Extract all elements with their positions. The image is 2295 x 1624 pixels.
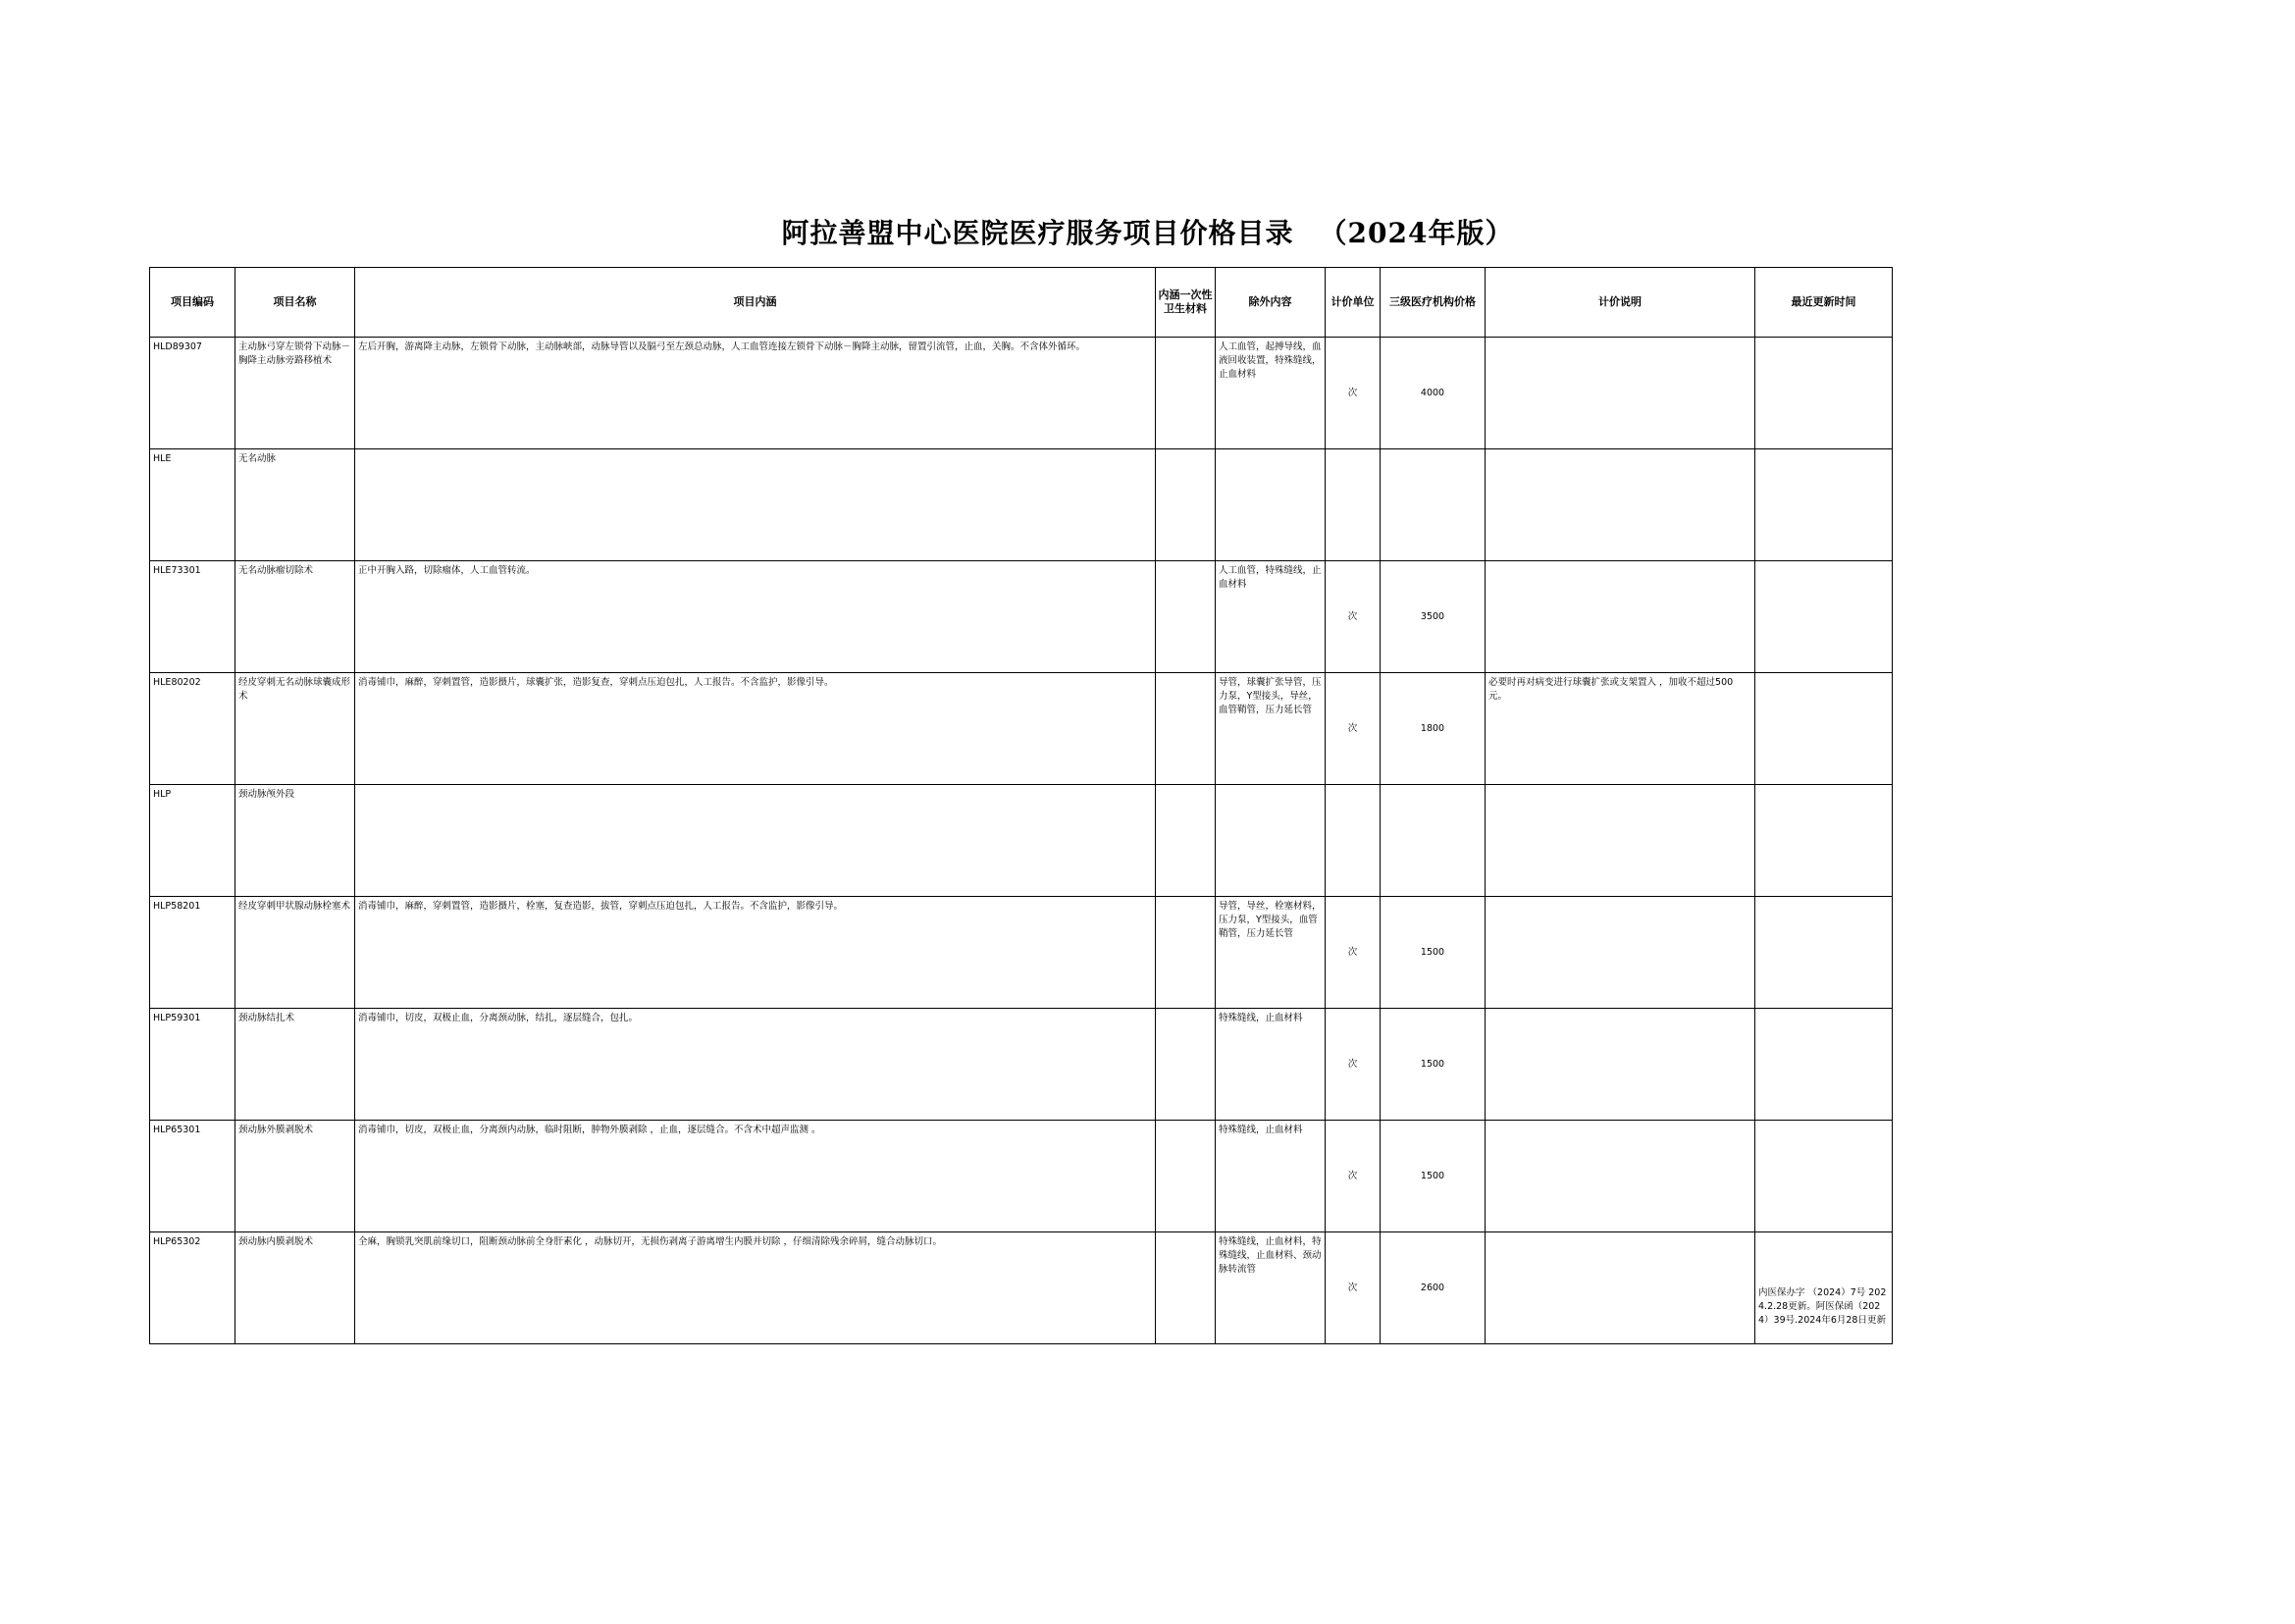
cell-unit-text: 次 xyxy=(1347,722,1358,734)
cell-unit xyxy=(1326,449,1381,561)
document-title-text: 阿拉善盟中心医院医疗服务项目价格目录 xyxy=(781,217,1294,249)
cell-price xyxy=(1381,449,1486,561)
cell-unit-text: 次 xyxy=(1347,1170,1358,1181)
cell-exclusions xyxy=(1216,449,1326,561)
cell-updated xyxy=(1755,1232,1893,1344)
cell-code xyxy=(150,1121,235,1232)
cell-code-text: HLP xyxy=(153,789,172,800)
cell-unit xyxy=(1326,561,1381,673)
cell-exclusions-text: 特殊缝线，止血材料 xyxy=(1219,1013,1303,1023)
header-content: 项目内涵 xyxy=(355,268,1156,338)
cell-exclusions-text xyxy=(1216,449,1325,452)
cell-code xyxy=(150,449,235,561)
cell-updated-text: 内医保办字 （2024）7号 2024.2.28更新。阿医保函（2024）39号.2024年6月28日更新 xyxy=(1758,1286,1887,1326)
cell-updated-text xyxy=(1755,1046,1892,1083)
cell-unit xyxy=(1326,897,1381,1009)
header-note: 计价说明 xyxy=(1486,268,1755,338)
cell-consumables xyxy=(1156,1009,1216,1121)
header-updated: 最近更新时间 xyxy=(1755,268,1893,338)
cell-updated-text xyxy=(1755,599,1892,636)
cell-consumables xyxy=(1156,673,1216,785)
cell-exclusions-text: 导管，导丝，栓塞材料，压力泵，Y型接头，血管鞘管，压力延长管 xyxy=(1219,901,1322,939)
cell-note xyxy=(1486,1009,1755,1121)
cell-content-text: 全麻，胸锁乳突肌前缘切口，阻断颈动脉前全身肝素化 ，动脉切开，无损伤剥离子游离增生内膜并切除 ，仔细清除残余碎屑，缝合动脉切口。 xyxy=(358,1236,943,1247)
cell-price-text: 2600 xyxy=(1420,1282,1445,1293)
table-row xyxy=(150,1009,1893,1121)
cell-note-text xyxy=(1486,449,1754,452)
cell-note xyxy=(1486,338,1755,449)
cell-consumables-text xyxy=(1156,1009,1215,1012)
cell-price xyxy=(1381,1009,1486,1121)
cell-code-text: HLE xyxy=(153,453,172,464)
cell-updated-text xyxy=(1755,487,1892,524)
cell-unit xyxy=(1326,1232,1381,1344)
cell-updated xyxy=(1755,338,1893,449)
cell-updated-text xyxy=(1755,375,1892,412)
cell-content xyxy=(355,673,1156,785)
cell-exclusions-text: 人工血管，特殊缝线，止血材料 xyxy=(1219,565,1322,590)
cell-price-text: 1500 xyxy=(1420,946,1445,958)
cell-updated xyxy=(1755,1121,1893,1232)
cell-consumables xyxy=(1156,449,1216,561)
cell-updated-text xyxy=(1755,1158,1892,1195)
cell-price xyxy=(1381,338,1486,449)
cell-price-text: 4000 xyxy=(1420,387,1445,398)
cell-unit xyxy=(1326,1121,1381,1232)
cell-code xyxy=(150,897,235,1009)
cell-name-text: 经皮穿刺无名动脉球囊成形术 xyxy=(238,677,351,702)
cell-consumables xyxy=(1156,338,1216,449)
cell-code-text: HLP59301 xyxy=(153,1013,201,1023)
cell-content xyxy=(355,1009,1156,1121)
cell-consumables xyxy=(1156,1121,1216,1232)
cell-name-text: 经皮穿刺甲状腺动脉栓塞术 xyxy=(238,901,351,912)
cell-unit-text: 次 xyxy=(1347,946,1358,958)
cell-exclusions xyxy=(1216,673,1326,785)
table-row xyxy=(150,1232,1893,1344)
cell-unit-text: 次 xyxy=(1347,1058,1358,1070)
cell-content-text: 正中开胸入路，切除瘤体，人工血管转流。 xyxy=(358,565,536,576)
cell-price xyxy=(1381,897,1486,1009)
cell-exclusions xyxy=(1216,1009,1326,1121)
cell-consumables-text xyxy=(1156,673,1215,676)
cell-content-text xyxy=(355,785,1155,788)
cell-consumables-text xyxy=(1156,1121,1215,1124)
cell-content xyxy=(355,561,1156,673)
table-header-row xyxy=(150,268,1893,338)
cell-note xyxy=(1486,785,1755,897)
cell-code-text: HLP65302 xyxy=(153,1236,201,1247)
cell-price xyxy=(1381,1121,1486,1232)
cell-updated-text xyxy=(1755,934,1892,971)
cell-content xyxy=(355,785,1156,897)
cell-code-text: HLP58201 xyxy=(153,901,201,912)
cell-note-text xyxy=(1486,1009,1754,1012)
cell-note-text: 必要时再对病变进行球囊扩张或支架置入 ，加收不超过500元。 xyxy=(1488,677,1734,702)
cell-consumables-text xyxy=(1156,897,1215,900)
cell-name xyxy=(235,1121,355,1232)
cell-name xyxy=(235,673,355,785)
cell-name xyxy=(235,1009,355,1121)
cell-price-text: 1500 xyxy=(1420,1058,1445,1070)
cell-unit xyxy=(1326,338,1381,449)
cell-code xyxy=(150,338,235,449)
cell-name-text: 无名动脉 xyxy=(238,453,277,464)
cell-code xyxy=(150,673,235,785)
cell-note xyxy=(1486,1232,1755,1344)
cell-code xyxy=(150,785,235,897)
cell-exclusions xyxy=(1216,561,1326,673)
cell-price-text: 1800 xyxy=(1420,722,1445,734)
cell-note-text xyxy=(1486,561,1754,564)
cell-consumables xyxy=(1156,1232,1216,1344)
header-exclusions: 除外内容 xyxy=(1216,268,1326,338)
document-edition: （2024年版） xyxy=(1319,217,1514,249)
table-row xyxy=(150,561,1893,673)
cell-updated-text xyxy=(1755,822,1892,860)
cell-updated xyxy=(1755,673,1893,785)
cell-content xyxy=(355,449,1156,561)
price-table xyxy=(149,267,1893,1344)
cell-content-text: 左后开胸，游离降主动脉，左锁骨下动脉，主动脉峡部，动脉导管以及膈弓至左颈总动脉，人工血管连接左锁骨下动脉－胸降主动脉，留置引流管，止血，关胸。不含体外循环。 xyxy=(358,341,1086,352)
cell-content-text: 消毒铺巾，麻醉，穿刺置管，造影摄片，栓塞，复查造影，拔管，穿刺点压迫包扎，人工报告。不含监护，影像引导。 xyxy=(358,901,844,912)
cell-code-text: HLD89307 xyxy=(153,341,202,352)
cell-content-text: 消毒铺巾，麻醉，穿刺置管，造影摄片，球囊扩张，造影复查，穿刺点压迫包扎，人工报告。不含监护，影像引导。 xyxy=(358,677,834,688)
header-name: 项目名称 xyxy=(235,268,355,338)
cell-name xyxy=(235,449,355,561)
cell-consumables xyxy=(1156,897,1216,1009)
cell-code-text: HLP65301 xyxy=(153,1125,201,1135)
cell-content xyxy=(355,1121,1156,1232)
cell-consumables-text xyxy=(1156,449,1215,452)
cell-updated-text xyxy=(1755,710,1892,748)
cell-unit xyxy=(1326,1009,1381,1121)
cell-note-text xyxy=(1486,1121,1754,1124)
cell-note-text xyxy=(1486,785,1754,788)
cell-content xyxy=(355,338,1156,449)
cell-content xyxy=(355,897,1156,1009)
header-code: 项目编码 xyxy=(150,268,235,338)
cell-note xyxy=(1486,673,1755,785)
document-title xyxy=(0,212,2295,251)
cell-name-text: 无名动脉瘤切除术 xyxy=(238,565,314,576)
cell-name-text: 颈动脉内膜剥脱术 xyxy=(238,1236,314,1247)
cell-exclusions-text: 特殊缝线，止血材料 xyxy=(1219,1125,1303,1135)
cell-name xyxy=(235,338,355,449)
cell-price xyxy=(1381,785,1486,897)
cell-exclusions-text: 人工血管，起搏导线，血液回收装置，特殊缝线，止血材料 xyxy=(1219,341,1322,380)
cell-updated xyxy=(1755,1009,1893,1121)
cell-name xyxy=(235,561,355,673)
cell-consumables-text xyxy=(1156,338,1215,341)
cell-content-text: 消毒铺巾，切皮，双极止血，分离颈动脉，结扎，逐层缝合，包扎。 xyxy=(358,1013,639,1023)
cell-note-text xyxy=(1486,897,1754,900)
table-row xyxy=(150,1121,1893,1232)
cell-name xyxy=(235,785,355,897)
cell-note xyxy=(1486,449,1755,561)
cell-exclusions xyxy=(1216,897,1326,1009)
cell-name-text: 主动脉弓穿左锁骨下动脉－胸降主动脉旁路移植术 xyxy=(238,341,351,366)
cell-price xyxy=(1381,561,1486,673)
cell-name-text: 颈动脉结扎术 xyxy=(238,1013,295,1023)
cell-exclusions xyxy=(1216,1121,1326,1232)
cell-name-text: 颈动脉外膜剥脱术 xyxy=(238,1125,314,1135)
cell-consumables xyxy=(1156,561,1216,673)
cell-code-text: HLE73301 xyxy=(153,565,201,576)
cell-name-text: 颈动脉颅外段 xyxy=(238,789,295,800)
table-row xyxy=(150,449,1893,561)
cell-code-text: HLE80202 xyxy=(153,677,201,688)
cell-content xyxy=(355,1232,1156,1344)
cell-note-text xyxy=(1486,1232,1754,1235)
cell-name xyxy=(235,897,355,1009)
cell-code xyxy=(150,1232,235,1344)
cell-updated xyxy=(1755,785,1893,897)
table-row xyxy=(150,897,1893,1009)
cell-unit-text: 次 xyxy=(1347,1282,1358,1293)
cell-price xyxy=(1381,673,1486,785)
cell-price-text: 1500 xyxy=(1420,1170,1445,1181)
cell-note xyxy=(1486,1121,1755,1232)
cell-unit-text: 次 xyxy=(1347,387,1358,398)
table-row xyxy=(150,673,1893,785)
cell-exclusions xyxy=(1216,1232,1326,1344)
header-unit: 计价单位 xyxy=(1326,268,1381,338)
header-consumables: 内涵一次性卫生材料 xyxy=(1156,268,1216,338)
table-row xyxy=(150,338,1893,449)
cell-updated xyxy=(1755,449,1893,561)
table-row xyxy=(150,785,1893,897)
cell-content-text: 消毒铺巾，切皮，双极止血，分离颈内动脉，临时阻断，肿物外膜剥除 ，止血，逐层缝合。不含术中超声监测 。 xyxy=(358,1125,821,1135)
header-price: 三级医疗机构价格 xyxy=(1381,268,1486,338)
cell-consumables xyxy=(1156,785,1216,897)
cell-exclusions-text: 特殊缝线，止血材料，特殊缝线，止血材料、颈动脉转流管 xyxy=(1219,1236,1322,1275)
cell-name xyxy=(235,1232,355,1344)
cell-exclusions xyxy=(1216,338,1326,449)
cell-note-text xyxy=(1486,338,1754,341)
cell-updated xyxy=(1755,561,1893,673)
cell-unit xyxy=(1326,785,1381,897)
cell-consumables-text xyxy=(1156,561,1215,564)
cell-code xyxy=(150,1009,235,1121)
cell-exclusions-text: 导管，球囊扩张导管，压力泵，Y型接头，导丝，血管鞘管，压力延长管 xyxy=(1219,677,1322,715)
cell-unit-text: 次 xyxy=(1347,610,1358,622)
cell-note xyxy=(1486,561,1755,673)
cell-price xyxy=(1381,1232,1486,1344)
cell-code xyxy=(150,561,235,673)
cell-consumables-text xyxy=(1156,1232,1215,1235)
cell-unit xyxy=(1326,673,1381,785)
cell-exclusions xyxy=(1216,785,1326,897)
cell-price-text: 3500 xyxy=(1420,610,1445,622)
cell-updated xyxy=(1755,897,1893,1009)
cell-note xyxy=(1486,897,1755,1009)
cell-consumables-text xyxy=(1156,785,1215,788)
cell-content-text xyxy=(355,449,1155,452)
cell-exclusions-text xyxy=(1216,785,1325,788)
